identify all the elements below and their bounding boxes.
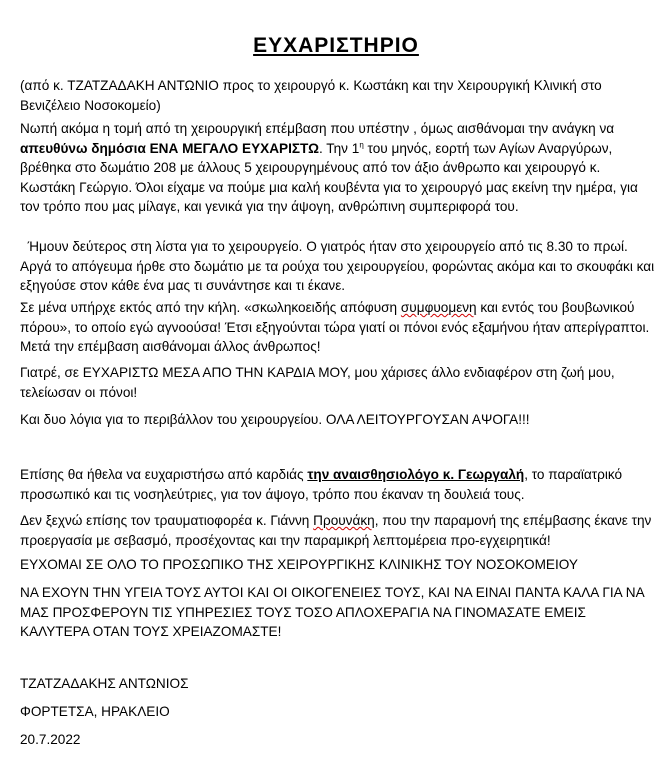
p3-text-a: Σε μένα υπήρχε εκτός από την κήλη. «σκωληκοειδής απόφυση: [20, 300, 401, 315]
paragraph-6: [20, 465, 656, 504]
signature-place: ΦΟΡΤΕΤΣΑ, ΗΡΑΚΛΕΙΟ: [20, 704, 170, 719]
signature-name: ΤΖΑΤΖΑΔΑΚΗΣ ΑΝΤΩΝΙΟΣ: [20, 676, 189, 691]
p1-text-a: Νωπή ακόμα η τομή από τη χειρουργική επέμβαση που υπέστην , όμως αισθάνομαι την ανάγκη να: [20, 121, 615, 136]
p7-text-a: Δεν ξεχνώ επίσης τον τραυματιοφορέα κ. Γιάννη: [20, 513, 314, 528]
p1-text-c: του μηνός, εορτή των Αγίων Αναργύρων, βρέθηκα στο δωμάτιο 208 με άλλους 5 χειρουργημένους από τον άξιο άνθρωπο και χειρουργό κ. Κωστάκη Γεώργιο. Όλοι είχαμε να πούμε μια καλή κουβέντα για το χειρουργό μας εκείνη την ημέρα, για τον τρόπο που μας μίλαγε, και γενικά για την άψογη, ανθρώπινη συμπεριφορά του.: [20, 140, 638, 214]
paragraph-8: ΕΥΧΟΜΑΙ ΣΕ ΟΛΟ ΤΟ ΠΡΟΣΩΠΙΚΟ ΤΗΣ ΧΕΙΡΟΥΡΓΙΚΗΣ ΚΛΙΝΙΚΗΣ ΤΟΥ ΝΟΣΟΚΟΜΕΙΟΥ: [20, 557, 578, 572]
p6-bold-underlined-name: την αναισθησιολόγο κ. Γεωργαλή: [307, 467, 525, 482]
p1-superscript: η: [359, 139, 364, 149]
p7-misspelled-word: Προυνάκη: [313, 513, 375, 528]
intro-paragraph: (από κ. ΤΖΑΤΖΑΔΑΚΗ ΑΝΤΩΝΙΟ προς το χειρουργό κ. Κωστάκη και την Χειρουργική Κλινική στο Βενιζέλειο Νοσοκομείο): [20, 78, 602, 113]
p1-bold-thanks: απευθύνω δημόσια ΕΝΑ ΜΕΓΑΛΟ ΕΥΧΑΡΙΣΤΩ: [20, 140, 319, 156]
paragraph-5: Και δυο λόγια για το περιβάλλον του χειρουργείου. ΟΛΑ ΛΕΙΤΟΥΡΓΟΥΣΑΝ ΑΨΟΓΑ!!!: [20, 412, 530, 427]
p3-text-b: και εντός του βουβωνικού πόρου», το οποίο εγώ αγνοούσα! Έτσι εξηγούνται τώρα γιατί οι πόνοι ενός εξαμήνου ήταν απερίγραπτοι. Μετά την επέμβαση αισθάνομαι άλλος άνθρωπος!: [20, 300, 650, 354]
letter-title: ΕΥΧΑΡΙΣΤΗΡΙΟ: [253, 34, 419, 57]
p1-text-b: . Την 1: [319, 140, 360, 156]
p6-text-b: , το παραϊατρικό προσωπικό και τις νοσηλεύτριες, για τον άψογο, τρόπο που έκαναν τη δουλειά τους.: [20, 467, 623, 502]
paragraph-4: Γιατρέ, σε ΕΥΧΑΡΙΣΤΩ ΜΕΣΑ ΑΠΟ ΤΗΝ ΚΑΡΔΙΑ ΜΟΥ, μου χάρισες άλλο ενδιαφέρον στη ζωή μου, τελείωσαν οι πόνοι!: [20, 365, 615, 400]
paragraph-2: Ήμουν δεύτερος στη λίστα για το χειρουργείο. Ο γιατρός ήταν στο χειρουργείο από τις 8.30 το πρωί. Αργά το απόγευμα ήρθε στο δωμάτιο με τα ρούχα του χειρουργείου, φορώντας ακόμα και το σκουφάκι και εξηγούσε στον κάθε ένα μας τι συνάντησε και τι έκανε.: [20, 239, 658, 293]
p6-text-a: Επίσης θα ήθελα να ευχαριστήσω από καρδιάς: [20, 467, 308, 482]
signature-date: 20.7.2022: [20, 732, 81, 747]
paragraph-9: ΝΑ ΕΧΟΥΝ ΤΗΝ ΥΓΕΙΑ ΤΟΥΣ ΑΥΤΟΙ ΚΑΙ ΟΙ ΟΙΚΟΓΕΝΕΙΕΣ ΤΟΥΣ, ΚΑΙ ΝΑ ΕΙΝΑΙ ΠΑΝΤΑ ΚΑΛΑ ΓΙΑ ΝΑ ΜΑΣ ΠΡΟΣΦΕΡΟΥΝ ΤΙΣ ΥΠΗΡΕΣΙΕΣ ΤΟΥΣ ΤΟΣΟ ΑΠΛΟΧΕΡΑΓΙΑ ΝΑ ΓΙΝΟΜΑΣΑΤΕ ΕΜΕΙΣ ΚΑΛΥΤΕΡΑ ΟΤΑΝ ΤΟΥΣ ΧΡΕΙΑΖΟΜΑΣΤΕ!: [20, 585, 644, 639]
p7-text-b: , που την παραμονή της επέμβασης έκανε την προεργασία με σεβασμό, προσέχοντας και την παραμικρή λεπτομέρεια προ-εγχειρητικά!: [20, 513, 652, 548]
paragraph-7: [20, 511, 656, 550]
paragraph-3: [20, 298, 656, 357]
p3-misspelled-word: συμφυομενη: [400, 300, 477, 315]
paragraph-1: [20, 119, 656, 217]
